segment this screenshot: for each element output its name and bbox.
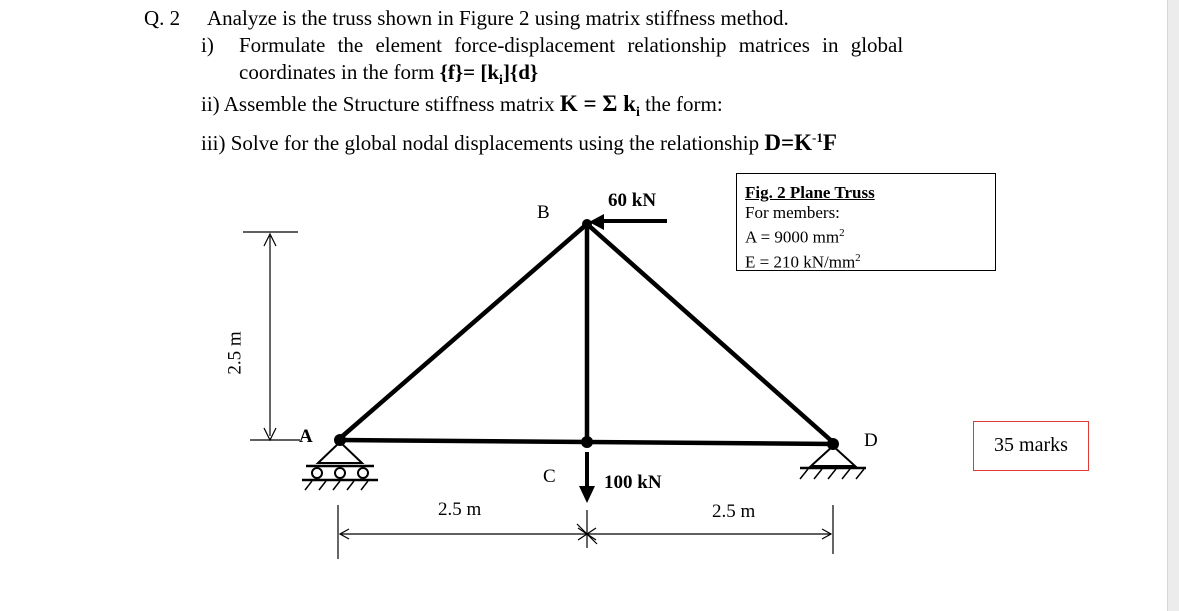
node-c-label: C xyxy=(543,466,556,487)
pin-support-d xyxy=(800,446,866,479)
part-i-text: coordinates in the form xyxy=(239,60,440,84)
figure-caption: Fig. 2 Plane Truss xyxy=(745,183,875,202)
solution-equation-end: F xyxy=(822,130,837,155)
load-arrow-horizontal xyxy=(589,214,667,230)
load-vertical-label: 100 kN xyxy=(604,472,662,493)
node-a-joint xyxy=(334,434,346,446)
structure-equation: K = Σ k xyxy=(559,91,636,116)
structure-equation-sub: i xyxy=(635,105,640,121)
part-i-line1: Formulate the element force-displacement relationship matrices in global xyxy=(239,33,904,57)
question-intro: Analyze is the truss shown in Figure 2 using matrix stiffness method. xyxy=(207,6,789,30)
roller-support-a xyxy=(302,442,378,490)
span-right-label: 2.5 m xyxy=(712,501,756,522)
node-c-joint xyxy=(581,436,593,448)
modulus-unit-sup: 2 xyxy=(855,251,861,264)
members-label: For members: xyxy=(745,203,840,222)
element-equation-main: {f}= [k xyxy=(439,60,500,84)
height-dimension xyxy=(243,232,300,440)
node-b-label: B xyxy=(537,202,550,223)
load-horizontal-label: 60 kN xyxy=(608,190,657,211)
solution-equation-sup: -1 xyxy=(812,130,823,145)
node-d-label: D xyxy=(864,430,878,451)
span-left-label: 2.5 m xyxy=(438,499,482,520)
load-arrow-vertical xyxy=(579,452,595,503)
part-ii-end: the form: xyxy=(639,92,723,116)
member-ab xyxy=(338,224,587,440)
modulus-text: E = 210 kN/mm xyxy=(745,252,856,272)
node-b-joint xyxy=(582,219,592,229)
part-i-label: i) xyxy=(201,33,214,57)
page-edge xyxy=(1167,0,1179,611)
marks-box: 35 marks xyxy=(973,421,1089,471)
area-text: A = 9000 mm xyxy=(745,227,840,247)
element-equation-sub: i xyxy=(499,73,503,89)
element-equation-end: ]{d} xyxy=(502,60,539,84)
node-a-label: A xyxy=(299,426,313,447)
member-bd xyxy=(587,224,835,444)
truss-members xyxy=(338,224,835,444)
area-unit-sup: 2 xyxy=(839,227,845,239)
part-ii-text: ii) Assemble the Structure stiffness matrix xyxy=(201,92,560,116)
span-dimension xyxy=(338,505,833,559)
height-dimension-label: 2.5 m xyxy=(224,331,246,375)
question-number: Q. 2 xyxy=(144,6,181,30)
solution-equation: D=K xyxy=(764,130,812,155)
node-d-joint xyxy=(827,438,839,450)
part-iii-text: iii) Solve for the global nodal displacements using the relationship xyxy=(201,131,765,155)
